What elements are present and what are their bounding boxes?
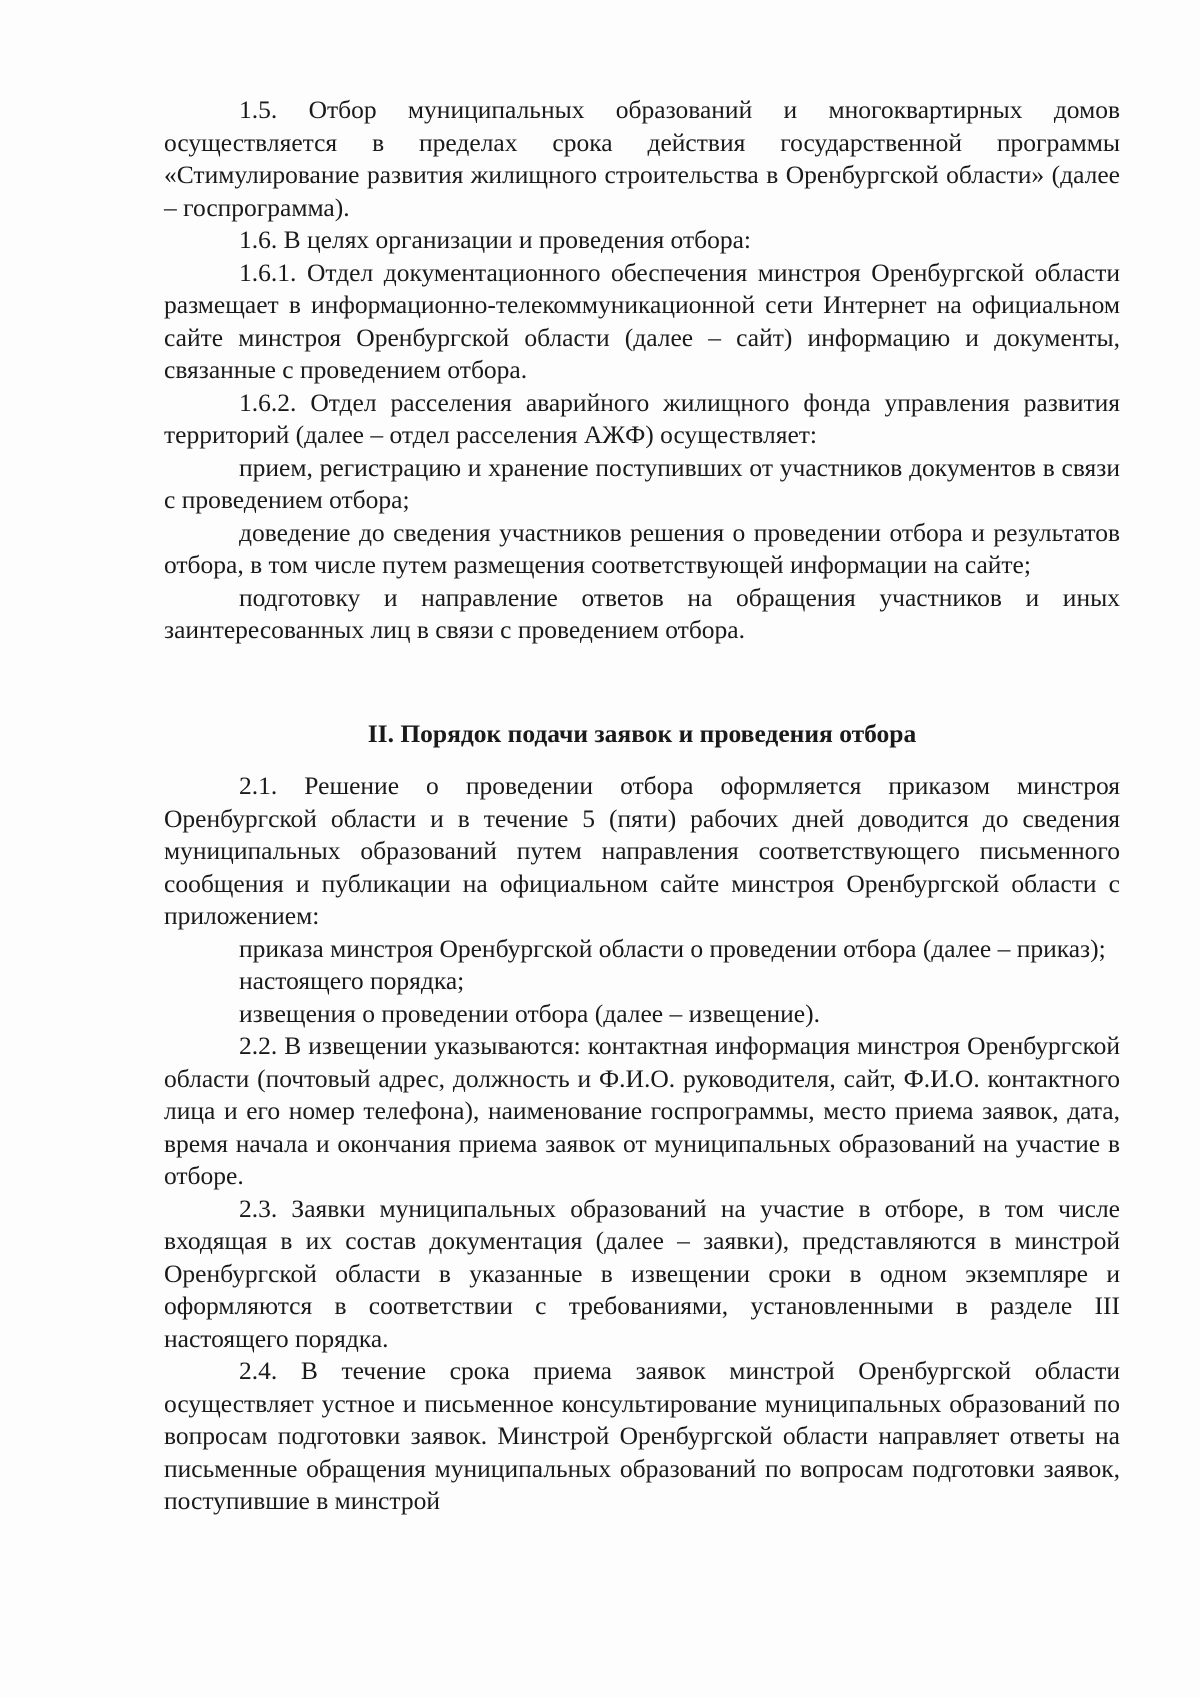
paragraph-1-5: 1.5. Отбор муниципальных образований и многоквартирных домов осуществляется в пределах срока действия государственной программы «Стимулирование развития жилищного строительства в Оренбургской области» (далее – госпрограмма).: [164, 95, 1120, 222]
paragraph-1-6-2: 1.6.2. Отдел расселения аварийного жилищного фонда управления развития территорий (далее – отдел расселения АЖФ) осуществляет:: [164, 387, 1120, 449]
paragraph-1-6: 1.6. В целях организации и проведения отбора:: [239, 225, 751, 254]
paragraph-2-3: 2.3. Заявки муниципальных образований на участие в отборе, в том числе входящая в их состав документация (далее – заявки), представляются в минстрой Оренбургской области в указанные в извещении сроки в одном экземпляре и оформляются в соответствии с требованиями, установленными в разделе III настоящего порядка.: [164, 1193, 1120, 1353]
paragraph-duty-informing: доведение до сведения участников решения о проведении отбора и результатов отбора, в том числе путем размещения соответствующей информации на сайте;: [164, 517, 1120, 579]
paragraph-attachment-notice: извещения о проведении отбора (далее – извещение).: [239, 998, 820, 1028]
paragraph-attachment-order: приказа минстроя Оренбургской области о проведении отбора (далее – приказ);: [239, 933, 1106, 963]
section-1-body: [164, 94, 1120, 647]
paragraph-duty-responses: подготовку и направление ответов на обращения участников и иных заинтересованных лиц в связи с проведением отбора.: [164, 582, 1120, 644]
section-2-heading: II. Порядок подачи заявок и проведения отбора: [367, 719, 917, 748]
paragraph-2-2: 2.2. В извещении указываются: контактная информация минстроя Оренбургской области (почтовый адрес, должность и Ф.И.О. руководителя, сайт, Ф.И.О. контактного лица и его номер телефона), наименование госпрограммы, место приема заявок, дата, время начала и окончания приема заявок от муниципальных образований на участие в отборе.: [164, 1031, 1120, 1190]
section-2-body: [164, 770, 1120, 1518]
paragraph-1-6-1: 1.6.1. Отдел документационного обеспечения минстроя Оренбургской области размещает в информационно-телекоммуникационной сети Интернет на официальном сайте минстроя Оренбургской области (далее – сайт) информацию и документы, связанные с проведением отбора.: [164, 257, 1120, 384]
paragraph-attachment-procedure: настоящего порядка;: [239, 966, 465, 995]
paragraph-2-1: 2.1. Решение о проведении отбора оформляется приказом минстроя Оренбургской области и в течение 5 (пяти) рабочих дней доводится до сведения муниципальных образований путем направления соответствующего письменного сообщения и публикации на официальном сайте минстроя Оренбургской области с приложением:: [164, 771, 1120, 930]
paragraph-2-4: 2.4. В течение срока приема заявок минстрой Оренбургской области осуществляет устное и письменное консультирование муниципальных образований по вопросам подготовки заявок. Минстрой Оренбургской области направляет ответы на письменные обращения муниципальных образований по вопросам подготовки заявок, поступившие в минстрой: [164, 1356, 1120, 1515]
paragraph-duty-reception: прием, регистрацию и хранение поступивших от участников документов в связи с проведением отбора;: [164, 452, 1120, 514]
